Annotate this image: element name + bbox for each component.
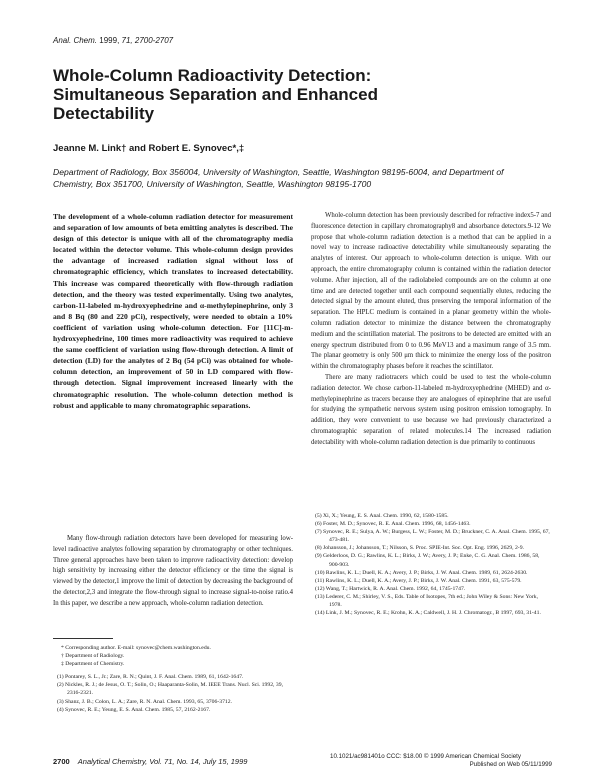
body-paragraph-1: Whole-column detection has been previously described for refractive index5-7 and fluorescence detection in capillary chromatography8 and absorbance detectors.9-12 We propose that whole-column radiation detection is a method that can be applied in a novel way to increase radioactive detectability while simultaneously separating the analytes of interest. Our approach to whole-column detection is unique. With our approach, the entire chromatography column is contained within the radiation detector volume. After injection, all of the radiolabeled compounds are on the column at one time and are detected together until each compound sequentially elutes, reducing the detected signal by the amount eluted, thus preserving the temporal information of the separation. The HPLC medium is contained in a planar geometry within the whole-column radiation detector to minimize the distance between the chromatography medium and the scintillation material. The positrons to be detected are emitted with an energy spectrum distributed from 0 to 0.96 MeV13 and a maximum range of 3.5 mm. The planar geometry is only 500 μm thick to minimize the energy loss of the positron within the chromatography phases before it reaches the scintillator. <box>311 212 551 371</box>
published-date: Published on Web 05/11/1999 <box>469 761 552 768</box>
affiliation-line-1: Department of Radiology, Box 356004, University of Washington, Seattle, Washington 98195-6004, and Department of <box>53 167 504 177</box>
reference-item: (1) Pontarey, S. L., Jr.; Zare, R. N.; Quint, J. F. Anal. Chem. 1989, 61, 1642-1647. <box>57 674 244 681</box>
authors: Jeanne M. Link† and Robert E. Synovec*,‡ <box>53 143 245 154</box>
footnote-corresponding: * Corresponding author. E-mail: synovec@chem.washington.edu. <box>61 645 211 651</box>
reference-item: (9) Gelderloos, D. G.; Rawlins, K. L.; Birks, J. W.; Avery, J. P.; Enke, C. G. Anal. Chem. 1986, 58, 900-903. <box>315 553 540 568</box>
footnote-chemistry: ‡ Department of Chemistry. <box>61 661 125 668</box>
page-number: 2700 <box>53 757 70 766</box>
title-line-2: Simultaneous Separation and Enhanced <box>53 85 378 104</box>
footnotes-and-refs-left <box>53 638 293 714</box>
intro-paragraph: Many flow-through radiation detectors have been developed for measuring low-level radioactive analytes following separation by chromatography or other techniques. Three general approaches have been taken to improve radioactivity detection: develop high sensitivity by increasing either the detector efficiency or the time the signal is viewed by the detector,1 improve the limit of detection by decreasing the background of the detector,2,3 and integrate the flow-through signal to increase signal-to-noise ratio.4 In this paper, we describe a new approach, whole-column radiation detection. <box>53 535 293 607</box>
journal-citation: Analytical Chemistry, Vol. 71, No. 14, July 15, 1999 <box>77 757 248 766</box>
title-line-1: Whole-Column Radioactivity Detection: <box>53 66 372 85</box>
volume-pages: 71, 2700-2707 <box>121 36 174 45</box>
reference-item: (13) Lederer, C. M.; Shirley, V. S., Eds. Table of Isotopes, 7th ed.; John Wiley & Sons: New York, 1978. <box>315 593 538 609</box>
reference-item: (11) Rawlins, K. L.; Duell, K. A.; Avery, J. P.; Birks, J. W. Anal. Chem. 1991, 63, 575-579. <box>315 577 522 584</box>
body-paragraph-2: There are many radiotracers which could be used to test the whole-column radiation detector. We chose carbon-11-labeled m-hydroxyephedrine (MHED) and α-methylepinephrine as tracers because they are analogues of epinephrine that are useful for studying the sympathetic nervous system using positron emission tomography. In addition, they were convenient to use because we had previously characterized a chromatographic separation of related molecules.14 The increased radiation detectability with whole-column radiation detection is due primarily to continuous <box>311 373 551 446</box>
running-header <box>53 36 173 45</box>
reference-item: (10) Rawlins, K. L.; Duell, K. A.; Avery, J. P.; Birks, J. W. Anal. Chem. 1989, 61, 2624-2630. <box>315 569 528 576</box>
affiliation-line-2: Chemistry, Box 351700, University of Washington, Seattle, Washington 98195-1700 <box>53 179 372 189</box>
article-title <box>53 66 553 123</box>
reference-item: (12) Wang, T.; Hartwick, R. A. Anal. Chem. 1992, 64, 1745-1747. <box>315 585 466 592</box>
footnote-radiology: † Department of Radiology. <box>61 653 125 660</box>
affiliation <box>53 166 553 190</box>
reference-item: (7) Synovec, R. E.; Sulya, A. W.; Burgess, L. W.; Foster, M. D.; Bruckner, C. A. Anal. Chem. 1995, 67, 473-481. <box>315 529 550 544</box>
reference-item: (5) Xi, X.; Yeung, E. S. Anal. Chem. 1990, 62, 1580-1585. <box>315 513 449 519</box>
abstract: The development of a whole-column radiation detector for measurement and separation of low amounts of beta emitting analytes is described. The design of this detector is unique with all of the chromatography media located within the detector volume. This whole-column design provides the advantage of increased radiation signal without loss of chromatographic efficiency, which translates to increased detectability. This increase was compared theoretically with flow-through radiation detection, and the theory was tested experimentally. Using two analytes, carbon-11-labeled m-hydroxyephedrine and α-methylepinephrine, only 3 and 8 Bq (80 and 220 pCi), respectively, were needed to obtain a 10% coefficient of variation using whole-column detection. For [11C]-m-hydroxyephedrine, 100 times more radioactivity was required to achieve the same coefficient of variation using flow-through detection. A limit of detection (LD) for the analytes of 2 Bq (54 pCi) was obtained for whole-column detection, an improvement of 50 in LD compared with flow-through detection. Signal improvement increased linearly with the chromatographic resolution. The whole-column detection method is robust and applicable to many chromatographic separations. <box>53 212 293 410</box>
reference-item: (14) Link, J. M.; Synovec, R. E.; Krohn, K. A.; Caldwell, J. H. J. Chromatogr., B 1997, 693, 31-41. <box>315 610 541 617</box>
reference-item: (4) Synovec, R. E.; Yeung, E. S. Anal. Chem. 1985, 57, 2162-2167. <box>57 706 211 713</box>
reference-item: (6) Foster, M. D.; Synovec, R. E. Anal. Chem. 1996, 68, 1456-1463. <box>315 521 471 528</box>
right-column-body <box>311 211 551 449</box>
footnote-rule <box>53 638 113 639</box>
references-right <box>311 512 551 617</box>
title-line-3: Detectability <box>53 104 155 123</box>
journal-prefix: Anal. Chem. <box>53 36 98 45</box>
reference-item: (8) Johansson, J.; Johansson, T.; Nilsson, S. Proc. SPIE-Int. Soc. Opt. Eng. 1996, 2629, 2-9. <box>315 545 524 552</box>
reference-item: (2) Nickles, R. J.; de Jesus, O. T.; Solin, O.; Haaparanta-Solin, M. IEEE Trans. Nucl. Sci. 1992, 39, 2316-2321. <box>57 682 284 697</box>
journal-year: 1999, <box>99 36 120 45</box>
page-footer <box>53 757 247 766</box>
reference-item: (3) Shanz, J. B.; Colon, L. A.; Zare, R. N. Anal. Chem. 1993, 65, 3706-3712. <box>57 698 233 705</box>
copyright-block <box>330 753 552 769</box>
doi-line: 10.1021/ac981401o CCC: $18.00 © 1999 American Chemical Society <box>330 753 521 760</box>
